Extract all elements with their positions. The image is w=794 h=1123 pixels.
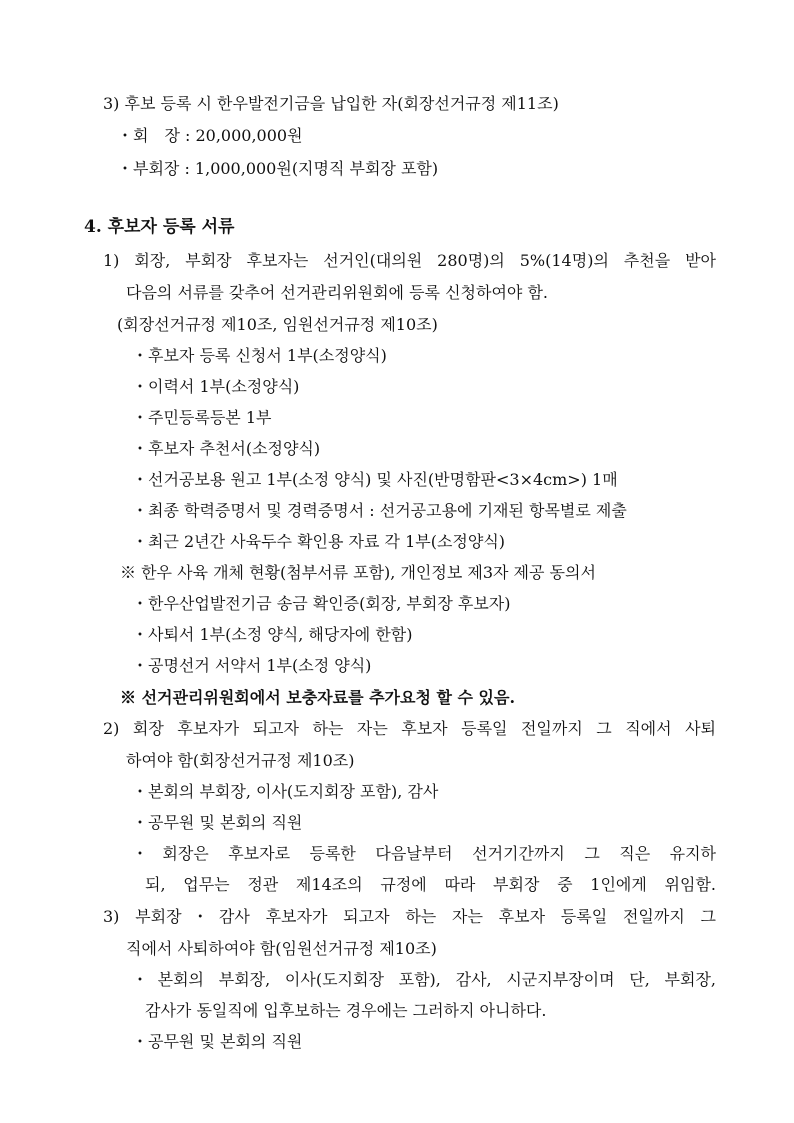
doc-item: ・사퇴서 1부(소정 양식, 해당자에 한함) [132, 625, 413, 644]
item1-line2: 다음의 서류를 갖추어 선거관리위원회에 등록 신청하여야 함. [126, 283, 549, 302]
bold-note: ※ 선거관리위원회에서 보충자료를 추가요청 할 수 있음. [120, 688, 516, 707]
note-line: ※ 한우 사육 개체 현황(첨부서류 포함), 개인정보 제3자 제공 동의서 [120, 563, 596, 582]
item2-bullet: ・공무원 및 본회의 직원 [132, 813, 303, 832]
doc-item: ・최근 2년간 사육두수 확인용 자료 각 1부(소정양식) [132, 532, 506, 551]
item3-bullet-cont: 감사가 동일직에 입후보하는 경우에는 그러하지 아니하다. [145, 1001, 547, 1020]
item3-bullet: ・본회의 부회장, 이사(도지회장 포함), 감사, 시군지부장이며 단, 부회장, [132, 970, 716, 989]
doc-item: ・공명선거 서약서 1부(소정 양식) [132, 656, 372, 675]
item2-line2: 하여야 함(회장선거규정 제10조) [126, 751, 355, 770]
item3-line2: 직에서 사퇴하여야 함(임원선거규정 제10조) [126, 939, 437, 958]
fee-chairman: ・회 장 : 20,000,000원 [117, 126, 303, 145]
item1-line3: (회장선거규정 제10조, 임원선거규정 제10조) [117, 315, 438, 334]
doc-item: ・한우산업발전기금 송금 확인증(회장, 부회장 후보자) [132, 594, 511, 613]
doc-item: ・후보자 추천서(소정양식) [132, 439, 321, 458]
fee-vice-chairman: ・부회장 : 1,000,000원(지명직 부회장 포함) [117, 159, 439, 178]
doc-item: ・선거공보용 원고 1부(소정 양식) 및 사진(반명함판<3×4cm>) 1매 [132, 470, 618, 489]
item3-bullet: ・공무원 및 본회의 직원 [132, 1032, 303, 1051]
item-3-head: 3) 후보 등록 시 한우발전기금을 납입한 자(회장선거규정 제11조) [103, 94, 559, 113]
doc-item: ・최종 학력증명서 및 경력증명서 : 선거공고용에 기재된 항목별로 제출 [132, 501, 627, 520]
item3-line1: 3) 부회장・감사 후보자가 되고자 하는 자는 후보자 등록일 전일까지 그 [103, 907, 716, 926]
doc-item: ・이력서 1부(소정양식) [132, 377, 300, 396]
doc-item: ・후보자 등록 신청서 1부(소정양식) [132, 346, 387, 365]
doc-item: ・주민등록등본 1부 [132, 408, 272, 427]
section-title: 4. 후보자 등록 서류 [84, 217, 235, 237]
item2-bullet-cont: 되, 업무는 정관 제14조의 규정에 따라 부회장 중 1인에게 위임함. [145, 875, 716, 894]
item2-bullet: ・본회의 부회장, 이사(도지회장 포함), 감사 [132, 782, 439, 801]
item2-line1: 2) 회장 후보자가 되고자 하는 자는 후보자 등록일 전일까지 그 직에서 사퇴 [103, 719, 716, 738]
item2-bullet: ・회장은 후보자로 등록한 다음날부터 선거기간까지 그 직은 유지하 [132, 844, 716, 863]
item1-line1: 1) 회장, 부회장 후보자는 선거인(대의원 280명)의 5%(14명)의 추천을 받아 [103, 251, 716, 270]
